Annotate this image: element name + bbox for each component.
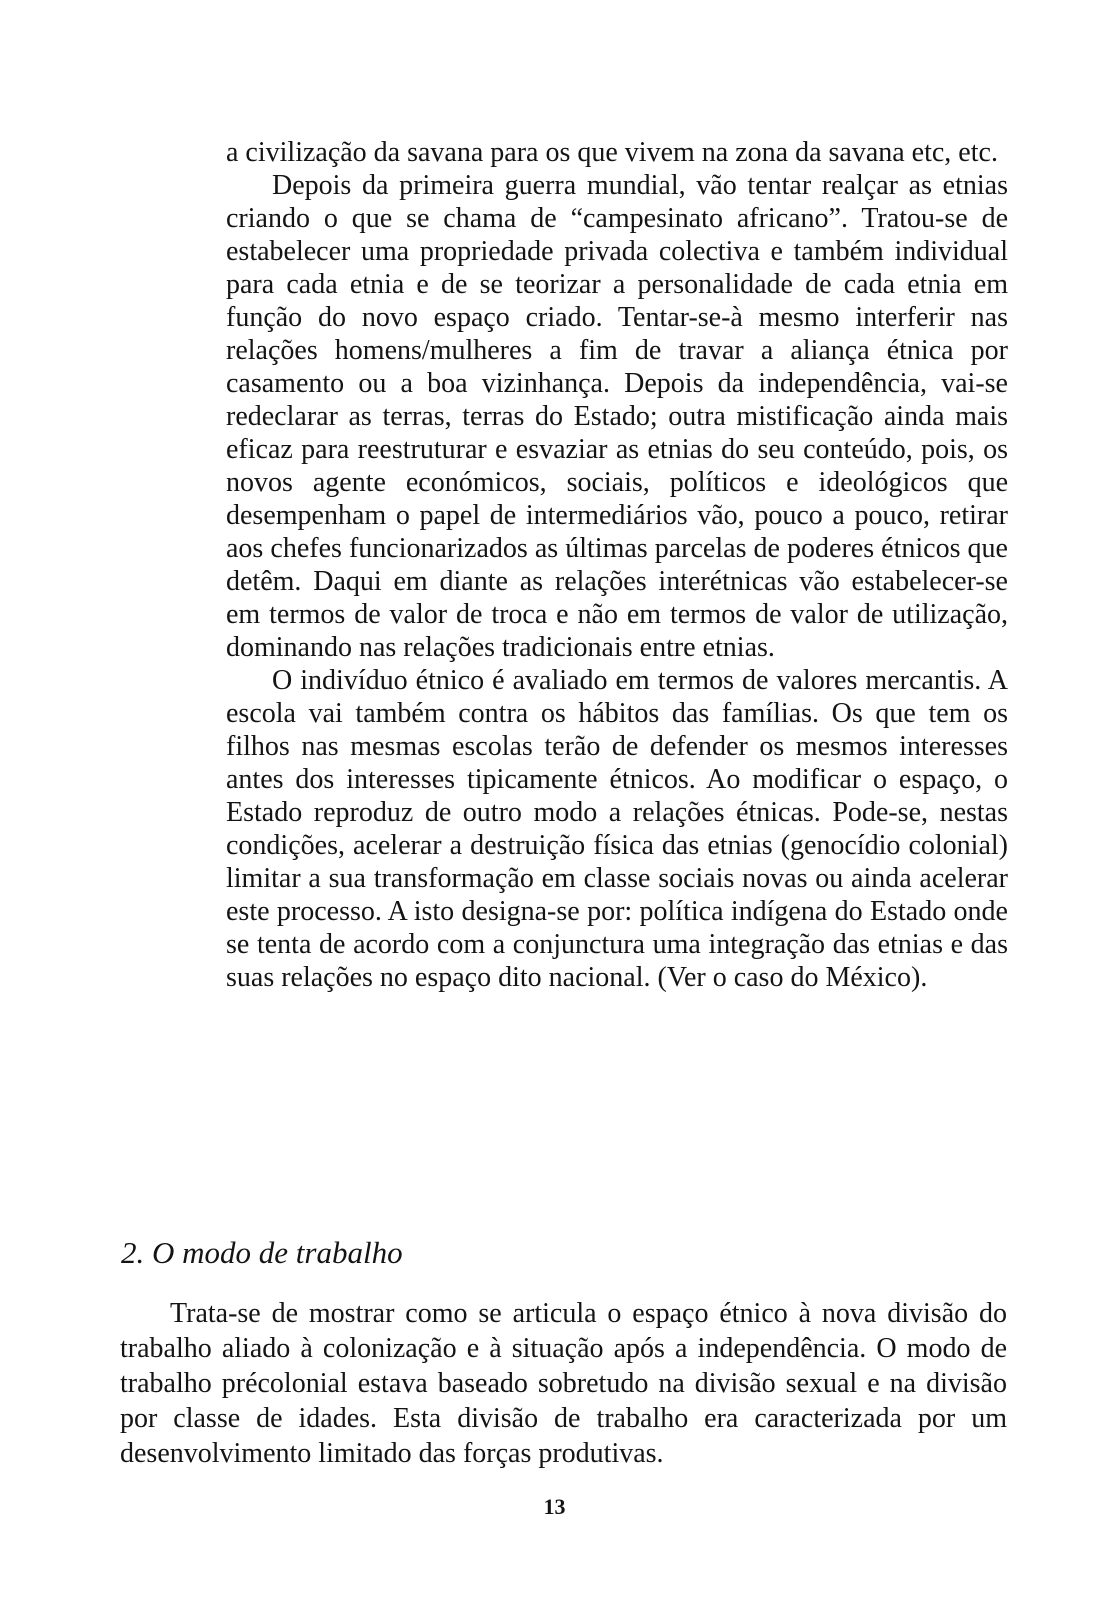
paragraph: Trata-se de mostrar como se articula o espaço étnico à nova divisão do trabalho aliado à colonização e à situação após a independência. O modo de trabalho précolonial estava baseado sobretudo na divisão sexual e na divisão por classe de idades. Esta divisão de trabalho era caracterizada por um desenvolvimento limitado das forças produtivas. — [120, 1298, 1007, 1469]
paragraph: Depois da primeira guerra mundial, vão tentar realçar as etnias criando o que se chama de “campesinato africano”. Tratou-se de estabelecer uma propriedade privada colectiva e também individual para cada etnia e de se teorizar a personalidade de cada etnia em função do novo espaço criado. Tentar-se-à mesmo interferir nas relações homens/mulheres a fim de travar a aliança étnica por casamento ou a boa vizinhança. Depois da independência, vai-se redeclarar as terras, terras do Estado; outra mistificação ainda mais eficaz para reestruturar e esvaziar as etnias do seu conteúdo, pois, os novos agente económicos, sociais, políticos e ideológicos que desempenham o papel de intermediários vão, pouco a pouco, retirar aos chefes funcionarizados as últimas parcelas de poderes étnicos que detêm. Daqui em diante as relações interétnicas vão estabelecer-se em termos de valor de troca e não em termos de valor de utilização, dominando nas relações tradicionais entre etnias. — [226, 170, 1008, 663]
section-heading: 2. O modo de trabalho — [121, 1235, 403, 1270]
paragraph-continuation: a civilização da savana para os que vivem na zona da savana etc, etc. — [226, 137, 998, 168]
paragraph: O indivíduo étnico é avaliado em termos de valores mercantis. A escola vai também contra os hábitos das famílias. Os que tem os filhos nas mesmas escolas terão de defender os mesmos interesses antes dos interesses tipicamente étnicos. Ao modificar o espaço, o Estado reproduz de outro modo a relações étnicas. Pode-se, nestas condições, acelerar a destruição física das etnias (genocídio colonial) limitar a sua transformação em classe sociais novas ou ainda acelerar este processo. A isto designa-se por: política indígena do Estado onde se tenta de acordo com a conjunctura uma integração das etnias e das suas relações no espaço dito nacional. (Ver o caso do México). — [226, 665, 1008, 993]
body-text-upper — [226, 136, 1008, 994]
page-number: 13 — [543, 1494, 566, 1519]
body-text-lower — [120, 1296, 1007, 1471]
